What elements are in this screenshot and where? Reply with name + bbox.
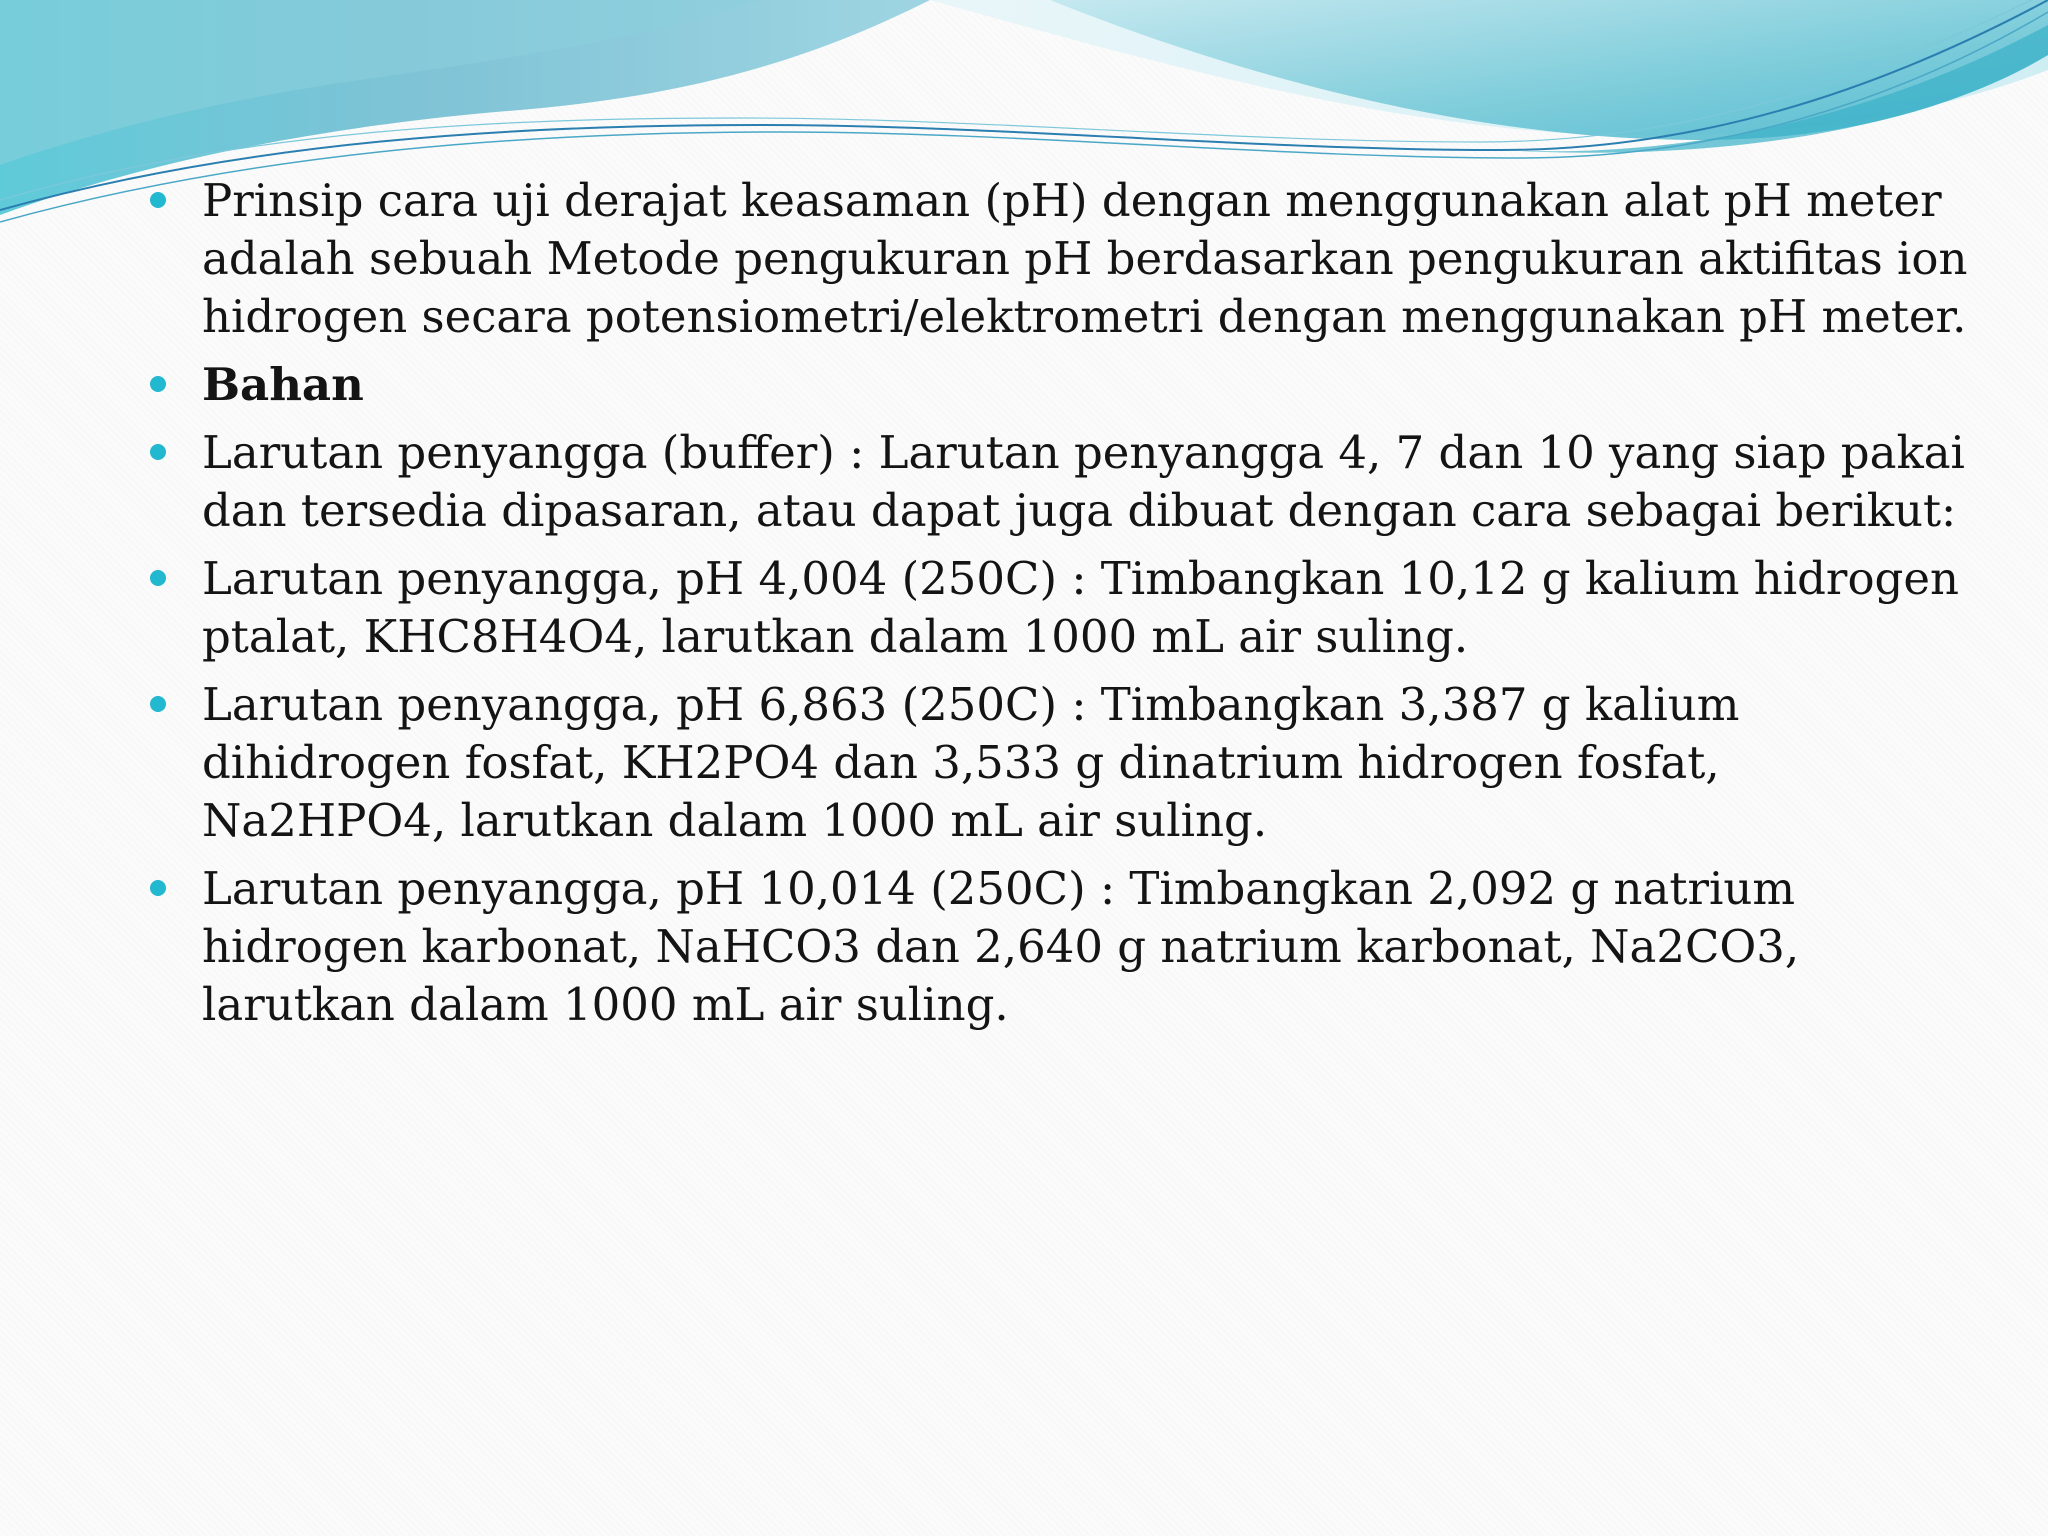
bullet-icon: [150, 696, 166, 712]
bullet-text: Bahan: [202, 358, 364, 411]
bullet-text: Larutan penyangga, pH 10,014 (250C) : Timbangkan 2,092 g natrium hidrogen karbonat, NaHCO3 dan 2,640 g natrium karbonat, Na2CO3, larutkan dalam 1000 mL air suling.: [202, 862, 1800, 1031]
bullet-list: [140, 172, 1970, 1044]
bullet-item-ph-10: [140, 860, 1970, 1034]
bullet-icon: [150, 880, 166, 896]
bullet-text: Larutan penyangga, pH 6,863 (250C) : Timbangkan 3,387 g kalium dihidrogen fosfat, KH2PO4 dan 3,533 g dinatrium hidrogen fosfat, Na2HPO4, larutkan dalam 1000 mL air suling.: [202, 678, 1740, 847]
bullet-text: Larutan penyangga, pH 4,004 (250C) : Timbangkan 10,12 g kalium hidrogen ptalat, KHC8H4O4, larutkan dalam 1000 mL air suling.: [202, 552, 1959, 663]
bullet-item-ph-4: [140, 550, 1970, 666]
bullet-item-larutan-penyangga: [140, 424, 1970, 540]
bullet-text: Larutan penyangga (buffer) : Larutan penyangga 4, 7 dan 10 yang siap pakai dan tersedia dipasaran, atau dapat juga dibuat dengan cara sebagai berikut:: [202, 426, 1965, 537]
bullet-icon: [150, 192, 166, 208]
bullet-item-ph-6: [140, 676, 1970, 850]
bullet-item-bahan: [140, 356, 1970, 414]
bullet-item-prinsip: [140, 172, 1970, 346]
bullet-icon: [150, 444, 166, 460]
bullet-text: Prinsip cara uji derajat keasaman (pH) dengan menggunakan alat pH meter adalah sebuah Metode pengukuran pH berdasarkan pengukuran aktifitas ion hidrogen secara potensiometri/elektrometri dengan menggunakan pH meter.: [202, 174, 1968, 343]
bullet-icon: [150, 376, 166, 392]
bullet-icon: [150, 570, 166, 586]
